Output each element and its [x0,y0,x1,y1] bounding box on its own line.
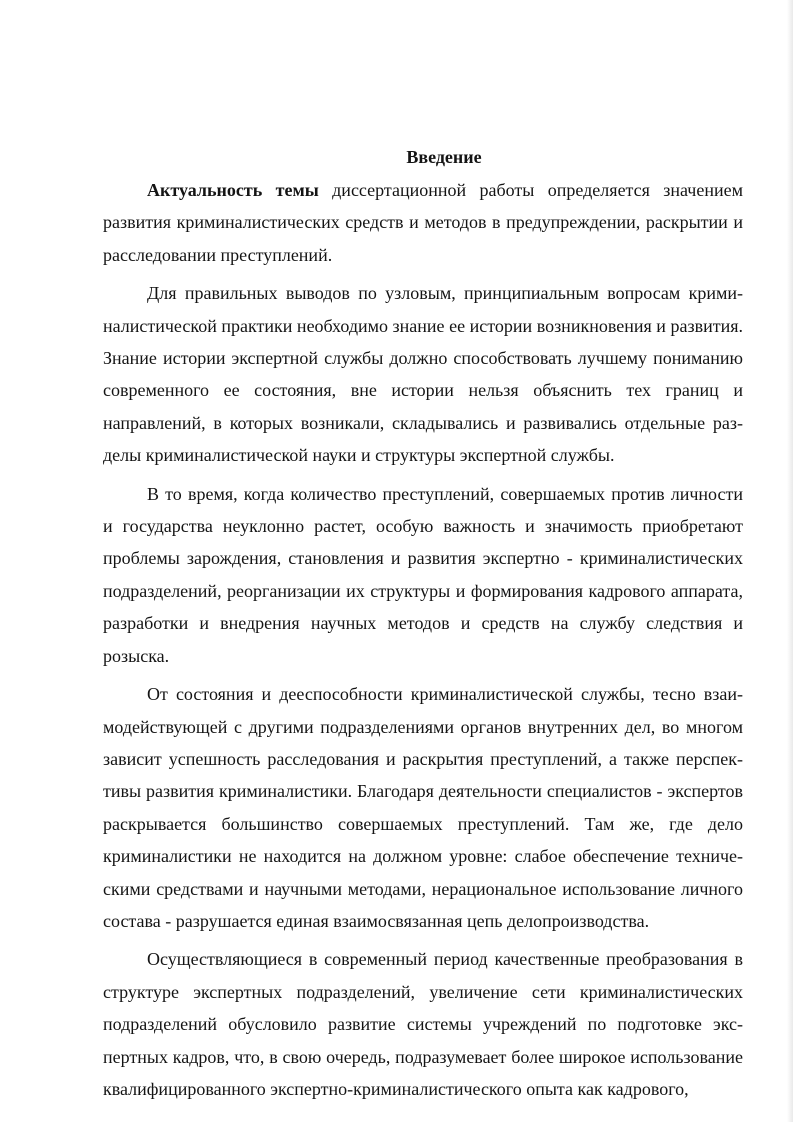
paragraph-transformations [103,943,743,1105]
paragraph-lead: Актуальность темы [147,180,319,200]
paragraph-text: В то время, когда количество преступлений, совершаемых против личности и государства неуклонно растет, особую важность и значимость приобретают проблемы зарождения, становления и развития экспертно - криминалистических подразделений, реорганизации их структуры и формирования кадрового аппарата, разработки и внедрения научных методов и средств на службу следствия и розыска. [103,483,743,666]
scan-edge-shadow [787,0,793,1122]
paragraph-text: Осуществляющиеся в современный период качественные преобразования в структуре экспертных подразделений, увеличение сети криминалистических подразделений обусловило развитие системы учреждений по подготовке экспертных кадров, что, в свою очередь, подразумевает более широкое использование квалифицированного экспертно-криминалистического опыта как кадрового, [103,949,743,1099]
paragraph-text: диссертационной работы определяется значением развития криминалистических средств и методов в предупреждении, раскрытии и расследовании преступлений. [103,180,743,265]
paragraph-forensic-service [103,678,743,937]
page-title: Введение [406,147,482,167]
paragraph-crime-growth [103,478,743,672]
paragraph-history [103,277,743,471]
paragraph-text: Для правильных выводов по узловым, принципиальным вопросам криминалистической практики необходимо знание ее истории возникновения и развития. Знание истории экспертной службы должно способствовать лучшему пониманию современного ее состояния, вне истории нельзя объяснить тех границ и направлений, в которых возникали, складывались и развивались отдельные разделы криминалистической науки и структуры экспертной службы. [103,283,743,466]
paragraph-relevance [103,174,743,271]
paragraph-text: От состояния и дееспособности криминалистической службы, тесно взаимодействующей с другими подразделениями органов внутренних дел, во многом зависит успешность расследования и раскрытия преступлений, а также перспективы развития криминалистики. Благодаря деятельности специалистов - экспертов раскрывается большинство совершаемых преступлений. Там же, где дело криминалистики не находится на должном уровне: слабое обеспечение техническими средствами и научными методами, нерациональное использование личного состава - разрушается единая взаимосвязанная цепь делопроизводства. [103,684,743,931]
document-body [103,174,743,1105]
